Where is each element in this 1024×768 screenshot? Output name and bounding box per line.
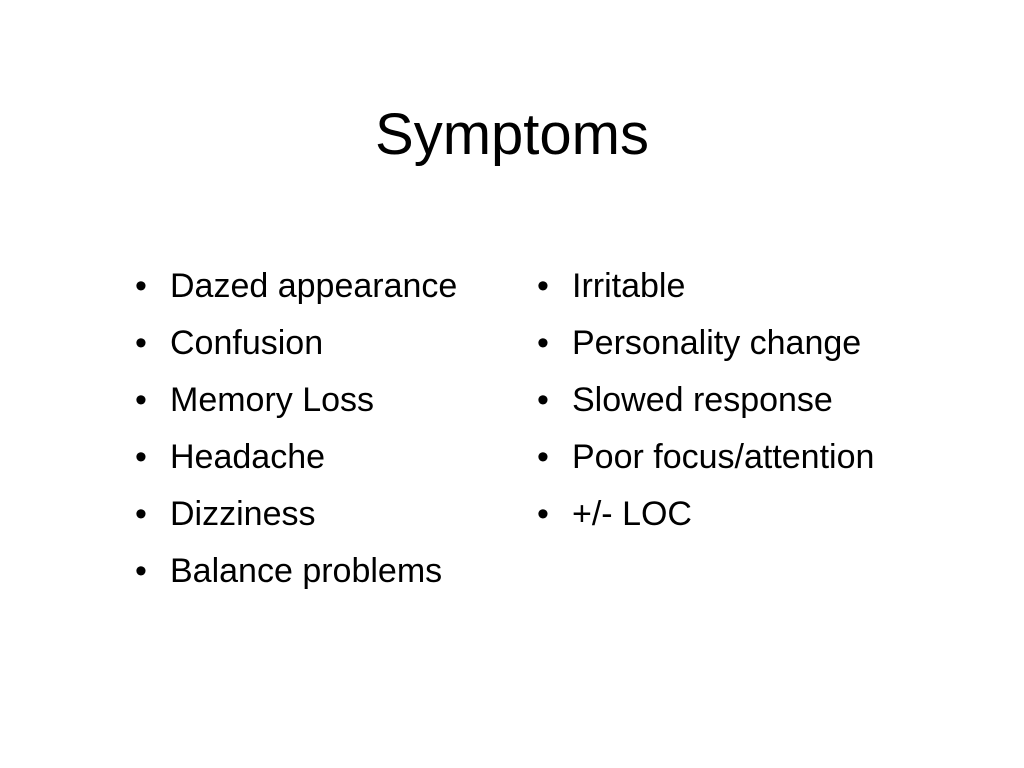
list-item [528,264,908,309]
list-item-text: Balance problems [170,552,443,590]
list-item-text: Poor focus/attention [572,438,875,476]
left-bullet-list [126,264,506,606]
slide-title: Symptoms [375,102,649,167]
list-item [528,378,908,423]
list-item-text: Confusion [170,324,324,362]
list-item [126,492,506,537]
list-item-text: Personality change [572,324,862,362]
bullet-icon: • [135,381,147,419]
list-item [126,321,506,366]
bullet-icon: • [135,267,147,305]
list-item [126,378,506,423]
list-item [126,549,506,594]
bullet-icon: • [537,267,549,305]
list-item-text: Irritable [572,267,686,305]
bullet-icon: • [135,438,147,476]
list-item-text: Memory Loss [170,381,375,419]
bullet-icon: • [135,495,147,533]
list-item [528,321,908,366]
right-bullet-list [528,264,908,549]
list-item [126,435,506,480]
list-item [528,435,908,480]
list-item-text: Dazed appearance [170,267,458,305]
list-item-text: Slowed response [572,381,833,419]
list-item [126,264,506,309]
bullet-icon: • [135,552,147,590]
list-item [528,492,908,537]
bullet-icon: • [135,324,147,362]
list-item-text: Headache [170,438,326,476]
list-item-text: +/- LOC [572,495,692,533]
bullet-icon: • [537,438,549,476]
bullet-icon: • [537,495,549,533]
bullet-icon: • [537,324,549,362]
list-item-text: Dizziness [170,495,316,533]
bullet-icon: • [537,381,549,419]
